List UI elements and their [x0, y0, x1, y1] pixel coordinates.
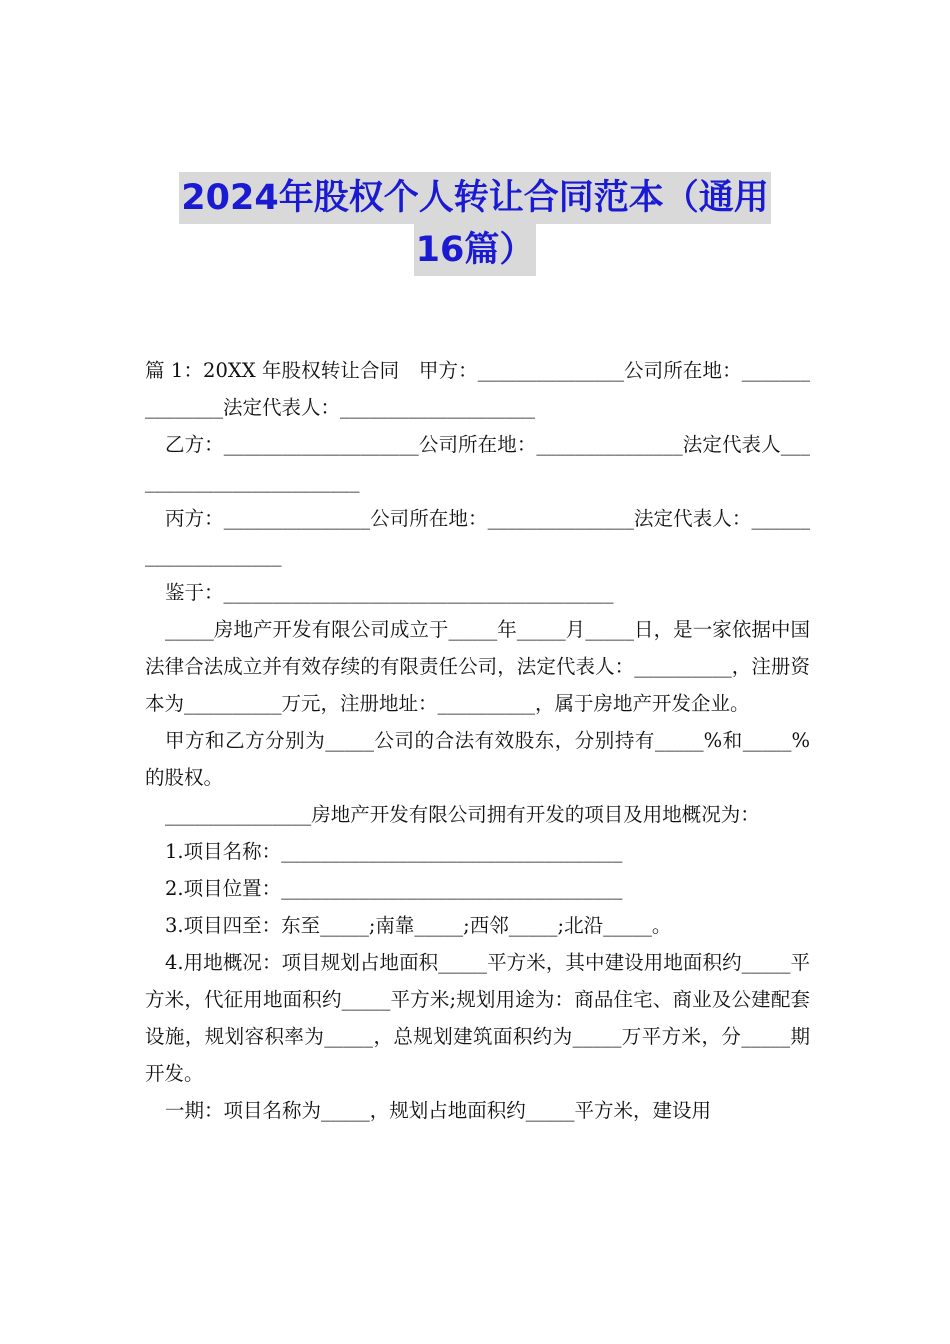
title-line-2: 16篇） [414, 224, 537, 276]
paragraph-project-overview: _______________房地产开发有限公司拥有开发的项目及用地概况为： [165, 803, 760, 826]
paragraph-project-name: 1.项目名称：___________________________________ [165, 840, 623, 863]
paragraph-project-boundaries: 3.项目四至：东至_____;南靠_____;西邻_____;北沿_____。 [165, 914, 672, 937]
paragraph-whereas: 鉴于：________________________________________ [165, 581, 614, 604]
paragraph-land-use: 4.用地概况：项目规划占地面积_____平方米，其中建设用地面积约_____平方米，代征用地面积约_____平方米;规划用途为：商品住宅、商业及公建配套设施，规划容积率为_____，总规划建筑面积约为_____万平方米，分_____期开发。 [145, 951, 810, 1085]
paragraph-party-c: 丙方：_______________公司所在地：_______________法定代表人：____________________ [145, 507, 810, 567]
paragraph-project-location: 2.项目位置：___________________________________ [165, 877, 623, 900]
title-line-1: 2024年股权个人转让合同范本（通用 [179, 172, 770, 224]
document-body [145, 352, 810, 1129]
document-title [0, 172, 950, 276]
paragraph-phase-one: 一期：项目名称为_____，规划占地面积约_____平方米，建设用 [165, 1099, 712, 1122]
paragraph-party-b: 乙方：____________________公司所在地：_______________法定代表人_________________________ [145, 433, 810, 493]
paragraph-company: _____房地产开发有限公司成立于_____年_____月_____日，是一家依据中国法律合法成立并有效存续的有限责任公司，法定代表人：__________，注册资本为__________万元，注册地址：__________，属于房地产开发企业。 [145, 618, 810, 715]
paragraph-intro: 篇 1：20XX 年股权转让合同 甲方：_______________公司所在地：_______________法定代表人：____________________ [145, 359, 810, 419]
paragraph-shareholders: 甲方和乙方分别为_____公司的合法有效股东，分别持有_____%和_____%的股权。 [145, 729, 810, 789]
